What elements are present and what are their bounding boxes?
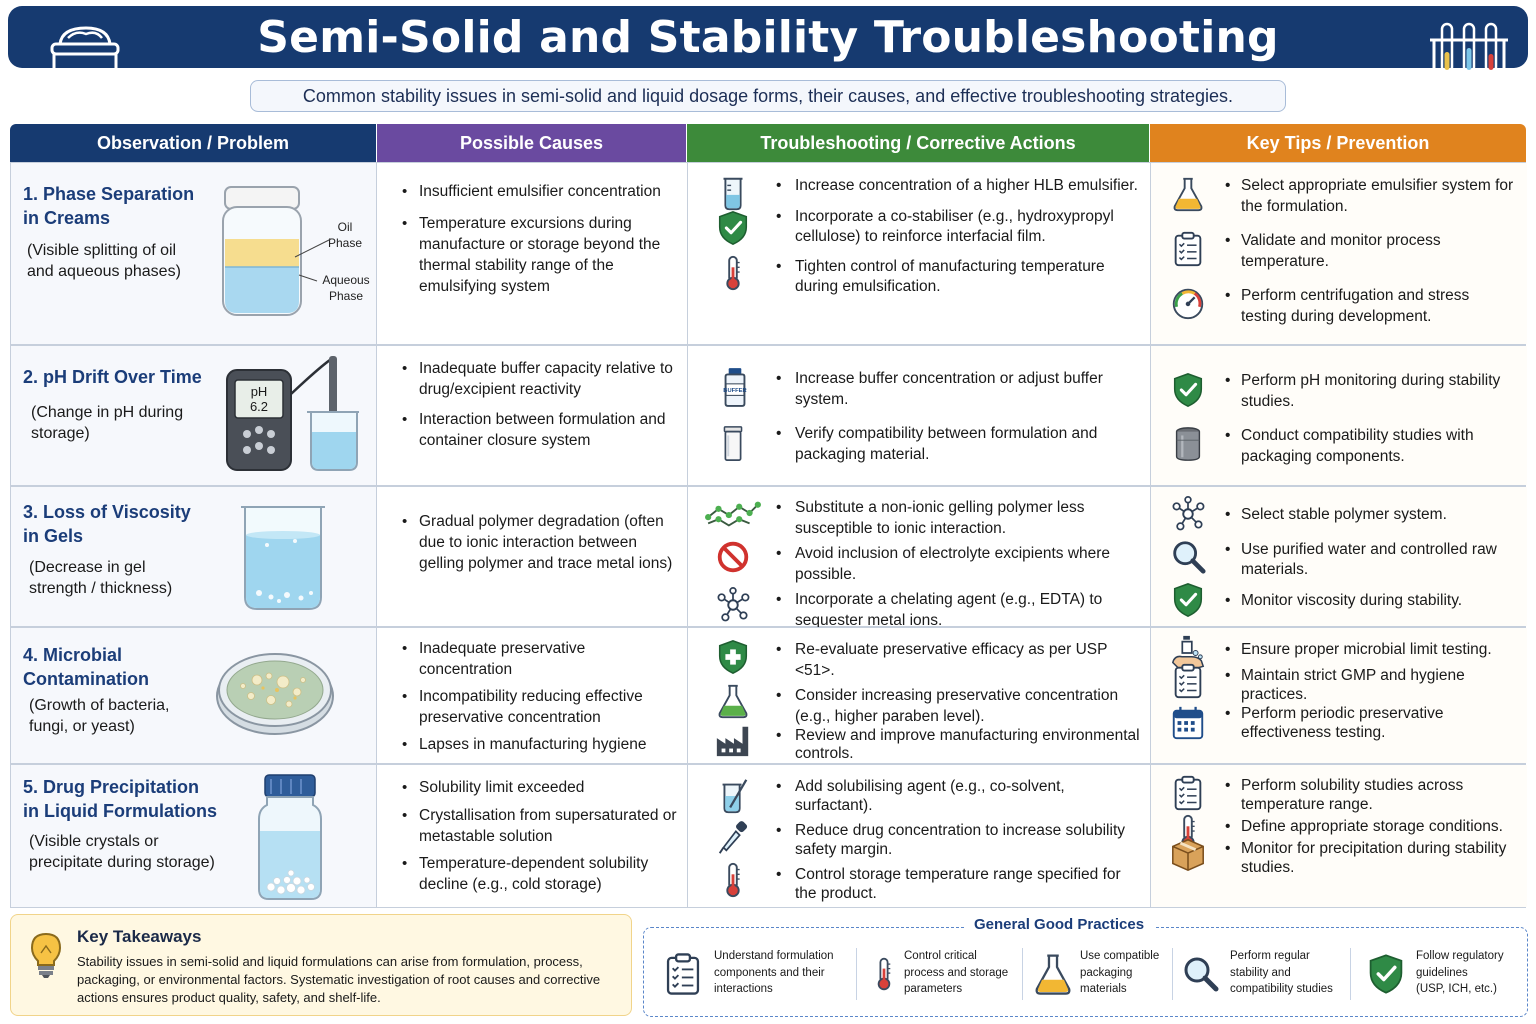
tips-cell [1151, 628, 1527, 763]
list-item: • Incompatibility reducing effective preservative concentration [402, 686, 677, 728]
list-item: • Perform solubility studies across temperature range. [1151, 776, 1519, 814]
actions-cell [688, 163, 1151, 344]
problem-title: 2. pH Drift Over Time [23, 367, 202, 387]
tips-list [1151, 371, 1519, 467]
list-item: • Incorporate a chelating agent (e.g., EDTA) to sequester metal ions. [688, 590, 1142, 631]
oil-phase-label: Oil Phase [327, 220, 363, 250]
actions-cell [688, 628, 1151, 763]
tips-list [1151, 505, 1519, 611]
problem-cell [11, 346, 377, 485]
practice-item: Perform regular stability and compatibility studies [1180, 944, 1352, 1004]
list-item: • Crystallisation from supersaturated or metastable solution [402, 805, 677, 847]
thermometer-icon [714, 857, 752, 903]
shield-check-icon [1364, 946, 1408, 1002]
beaker-stir-icon [714, 777, 752, 815]
problem-cell [11, 628, 377, 763]
bottle-crystals-illustration [257, 773, 323, 908]
magnifier-icon [1180, 946, 1220, 1002]
table-row [10, 627, 1526, 764]
divider [856, 948, 857, 1000]
causes-list [402, 777, 677, 895]
list-item: • Inadequate buffer capacity relative to drug/excipient reactivity [402, 358, 677, 400]
thermometer-icon [714, 251, 752, 295]
tips-cell [1151, 163, 1527, 344]
box-icon [1169, 835, 1207, 873]
causes-list [402, 511, 677, 574]
problem-description: (Growth of bacteria, fungi, or yeast) [29, 697, 170, 735]
container-icon [714, 418, 752, 468]
aqueous-phase-label: Aqueous Phase [322, 273, 370, 303]
problem-description: (Visible splitting of oil and aqueous phases) [27, 242, 181, 280]
list-item: • Incorporate a co-stabiliser (e.g., hydroxypropyl cellulose) to reinforce interfacial film. [688, 207, 1142, 248]
clipboard-icon [1169, 774, 1207, 812]
magnifier-icon [1169, 538, 1207, 576]
list-item: • Verify compatibility between formulation and packaging material. [688, 424, 1142, 465]
takeaways-title: Key Takeaways [77, 927, 202, 946]
list-item: • Avoid inclusion of electrolyte excipients where possible. [688, 544, 1142, 585]
list-item: • Perform pH monitoring during stability studies. [1151, 371, 1519, 412]
actions-list [688, 369, 1142, 465]
practice-item: Use compatible packaging materials [1030, 944, 1174, 1004]
problem-cell [11, 765, 377, 907]
polymer-chain-icon [704, 496, 762, 530]
prohibited-icon [714, 538, 752, 576]
causes-cell [378, 487, 688, 626]
list-item: • Conduct compatibility studies with packaging components. [1151, 426, 1519, 467]
list-item: • Monitor for precipitation during stability studies. [1151, 839, 1519, 877]
divider [1350, 948, 1351, 1000]
list-item: • Gradual polymer degradation (often due to ionic interaction between gelling polymer and trace metal ions) [402, 511, 677, 574]
list-item: • Increase buffer concentration or adjust buffer system. [688, 369, 1142, 410]
table-row [10, 764, 1526, 908]
table-row [10, 345, 1526, 486]
label-leader-lines [281, 237, 341, 297]
tips-cell [1151, 346, 1527, 485]
tips-list [1151, 776, 1519, 877]
problem-title: 4. Microbial Contamination [23, 645, 149, 689]
list-item: • Define appropriate storage conditions. [1151, 817, 1519, 836]
actions-cell [688, 765, 1151, 907]
list-item: • Re-evaluate preservative efficacy as per USP <51>. [688, 640, 1142, 681]
causes-cell [378, 346, 688, 485]
list-item: • Insufficient emulsifier concentration [402, 181, 677, 202]
good-practices-box [643, 916, 1528, 1017]
problem-title: 5. Drug Precipitation in Liquid Formulations [23, 777, 217, 821]
actions-list [688, 498, 1142, 631]
list-item: • Temperature excursions during manufacture or storage beyond the thermal stability range of the emulsifying system [402, 213, 677, 297]
list-item: • Maintain strict GMP and hygiene practices. [1151, 666, 1519, 704]
actions-list [688, 777, 1142, 903]
petri-dish-illustration [213, 640, 337, 745]
clipboard-icon [1169, 662, 1207, 700]
table-row [10, 486, 1526, 627]
problem-cell [11, 163, 377, 344]
tips-cell [1151, 765, 1527, 907]
clipboard-icon [660, 946, 706, 1002]
list-item: • Review and improve manufacturing environmental controls. [688, 727, 1142, 763]
list-item: • Use purified water and controlled raw materials. [1151, 540, 1519, 581]
list-item: • Ensure proper microbial limit testing. [1151, 640, 1519, 661]
problem-cell [11, 487, 377, 626]
problem-title: 3. Loss of Viscosity in Gels [23, 502, 191, 546]
list-item: • Tighten control of manufacturing temperature during emulsification. [688, 257, 1142, 298]
canister-icon [1169, 420, 1207, 468]
list-item: • Select appropriate emulsifier system for the formulation. [1151, 176, 1519, 217]
list-item: • Select stable polymer system. [1151, 505, 1519, 526]
list-item: • Temperature-dependent solubility decline (e.g., cold storage) [402, 853, 677, 895]
divider [1172, 948, 1173, 1000]
causes-list [402, 181, 677, 297]
practice-item: Understand formulation components and their interactions [660, 944, 856, 1004]
actions-list [688, 176, 1142, 298]
actions-cell [688, 487, 1151, 629]
dropper-icon [714, 819, 752, 857]
list-item: • Control storage temperature range specified for the product. [688, 865, 1142, 903]
list-item: • Perform periodic preservative effectiveness testing. [1151, 704, 1519, 742]
table-row [10, 162, 1526, 345]
tips-list [1151, 176, 1519, 327]
actions-cell [688, 346, 1151, 485]
problem-title: 1. Phase Separation in Creams [23, 184, 195, 228]
shield-plus-icon [714, 638, 752, 676]
molecule-icon [714, 586, 752, 624]
practice-item: Follow regulatory guidelines (USP, ICH, etc.) [1364, 944, 1524, 1004]
list-item: • Add solubilising agent (e.g., co-solvent, surfactant). [688, 777, 1142, 815]
thermometer-icon [866, 946, 902, 1002]
shield-check-icon [1169, 581, 1207, 619]
subtitle: Common stability issues in semi-solid and liquid dosage forms, their causes, and effective troubleshooting strategies. [250, 80, 1286, 112]
list-item: • Interaction between formulation and container closure system [402, 409, 677, 451]
factory-icon [714, 721, 752, 759]
flask-icon [714, 682, 752, 720]
causes-list [402, 358, 677, 451]
shield-check-icon [1169, 369, 1207, 411]
test-tube-rack-icon [1428, 22, 1512, 91]
flask-icon [1030, 946, 1076, 1002]
shield-check-icon [714, 209, 752, 247]
list-item: • Reduce drug concentration to increase solubility safety margin. [688, 821, 1142, 859]
tips-list [1151, 640, 1519, 742]
column-header-tips: Key Tips / Prevention [1150, 124, 1526, 162]
list-item: • Inadequate preservative concentration [402, 638, 677, 680]
list-item: • Increase concentration of a higher HLB emulsifier. [688, 176, 1142, 197]
column-header-problem: Observation / Problem [10, 124, 376, 162]
svg-text:pH: pH [250, 384, 268, 399]
key-takeaways-box [10, 914, 632, 1016]
list-item: • Perform centrifugation and stress testing during development. [1151, 286, 1519, 327]
causes-cell [378, 765, 688, 907]
list-item: • Solubility limit exceeded [402, 777, 677, 798]
divider [1022, 948, 1023, 1000]
molecule-icon [1169, 495, 1207, 533]
buffer-bottle-icon [714, 361, 756, 413]
problem-description: (Decrease in gel strength / thickness) [29, 559, 173, 597]
column-header-actions: Troubleshooting / Corrective Actions [687, 124, 1149, 162]
clipboard-icon [1169, 227, 1207, 271]
calendar-icon [1169, 704, 1207, 742]
tips-cell [1151, 487, 1527, 626]
takeaways-text: Stability issues in semi-solid and liquid formulations can arise from formulation, process, packaging, or environmental factors. Systematic investigation of root causes and corrective actions ensures product quality, safety, and shelf-life. [77, 954, 601, 1005]
practices-title: General Good Practices [964, 916, 1154, 933]
header-banner [8, 6, 1528, 68]
causes-cell [378, 628, 688, 763]
column-header-causes: Possible Causes [377, 124, 686, 162]
flask-icon [1169, 172, 1207, 216]
list-item: • Consider increasing preservative concentration (e.g., higher paraben level). [688, 686, 1142, 727]
list-item: • Lapses in manufacturing hygiene [402, 734, 677, 755]
problem-description: (Change in pH during storage) [31, 404, 184, 442]
lightbulb-icon [29, 931, 63, 984]
list-item: • Substitute a non-ionic gelling polymer less susceptible to ionic interaction. [688, 498, 1142, 539]
gauge-icon [1169, 284, 1207, 322]
ph-meter-illustration [223, 354, 363, 479]
causes-cell [378, 163, 688, 344]
causes-list [402, 638, 677, 755]
problem-description: (Visible crystals or precipitate during storage) [29, 833, 215, 871]
svg-text:6.2: 6.2 [249, 399, 269, 414]
list-item: • Validate and monitor process temperature. [1151, 231, 1519, 272]
page-title: Semi-Solid and Stability Troubleshooting [257, 12, 1279, 63]
actions-list [688, 640, 1142, 763]
gel-beaker-illustration [237, 501, 329, 618]
list-item: • Monitor viscosity during stability. [1151, 591, 1519, 612]
practice-item: Control critical process and storage parameters [866, 944, 1022, 1004]
